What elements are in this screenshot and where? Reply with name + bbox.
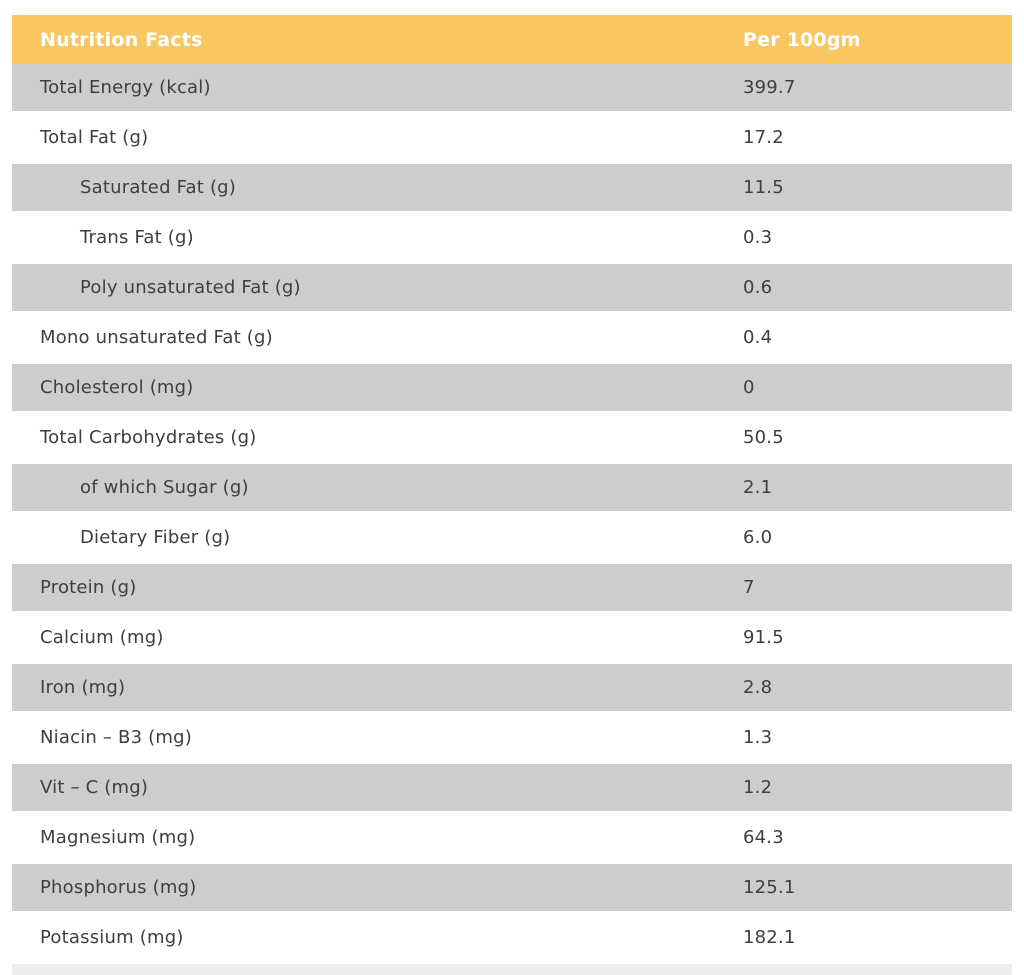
row-label: Protein (g) — [40, 577, 137, 598]
table-row — [12, 364, 1012, 414]
row-value: 2.8 — [743, 677, 773, 698]
row-label: Calcium (mg) — [40, 627, 164, 648]
table-row — [12, 164, 1012, 214]
table-row — [12, 514, 1012, 564]
row-value: 0.6 — [743, 277, 773, 298]
table-row — [12, 64, 1012, 114]
row-value: 0 — [743, 377, 755, 398]
row-value: 125.1 — [743, 877, 796, 898]
row-label: Iron (mg) — [40, 677, 126, 698]
row-value: 91.5 — [743, 627, 784, 648]
table-header-row — [12, 15, 1012, 64]
row-value: 0.3 — [743, 227, 773, 248]
row-value: 6.0 — [743, 527, 773, 548]
table-row — [12, 664, 1012, 714]
row-value: 182.1 — [743, 927, 796, 948]
table-row — [12, 614, 1012, 664]
table-row — [12, 214, 1012, 264]
row-label: Total Energy (kcal) — [40, 77, 211, 98]
partial-next-row — [12, 964, 1012, 975]
table-row — [12, 314, 1012, 364]
table-header-title: Nutrition Facts — [40, 28, 203, 51]
row-value: 11.5 — [743, 177, 784, 198]
table-row — [12, 764, 1012, 814]
row-label: Magnesium (mg) — [40, 827, 196, 848]
row-value: 2.1 — [743, 477, 773, 498]
table-row — [12, 864, 1012, 914]
row-label: Cholesterol (mg) — [40, 377, 194, 398]
row-value: 64.3 — [743, 827, 784, 848]
table-header-per-100gm: Per 100gm — [743, 28, 861, 51]
nutrition-facts-table — [12, 15, 1012, 975]
row-label: Niacin – B3 (mg) — [40, 727, 192, 748]
table-row — [12, 464, 1012, 514]
row-label: Vit – C (mg) — [40, 777, 149, 798]
row-label: Mono unsaturated Fat (g) — [40, 327, 273, 348]
row-value: 1.2 — [743, 777, 773, 798]
row-label: Phosphorus (mg) — [40, 877, 197, 898]
row-value: 7 — [743, 577, 755, 598]
row-value: 1.3 — [743, 727, 773, 748]
row-value: 50.5 — [743, 427, 784, 448]
row-label: Total Carbohydrates (g) — [40, 427, 257, 448]
row-label: Dietary Fiber (g) — [80, 527, 231, 548]
table-row — [12, 714, 1012, 764]
row-value: 17.2 — [743, 127, 784, 148]
row-label: Poly unsaturated Fat (g) — [80, 277, 301, 298]
row-label: of which Sugar (g) — [80, 477, 249, 498]
table-row — [12, 814, 1012, 864]
table-row — [12, 114, 1012, 164]
row-label: Saturated Fat (g) — [80, 177, 237, 198]
row-value: 0.4 — [743, 327, 773, 348]
table-row — [12, 564, 1012, 614]
table-row — [12, 414, 1012, 464]
table-row — [12, 914, 1012, 964]
table-row — [12, 264, 1012, 314]
row-value: 399.7 — [743, 77, 796, 98]
row-label: Trans Fat (g) — [80, 227, 194, 248]
row-label: Total Fat (g) — [40, 127, 149, 148]
row-label: Potassium (mg) — [40, 927, 184, 948]
